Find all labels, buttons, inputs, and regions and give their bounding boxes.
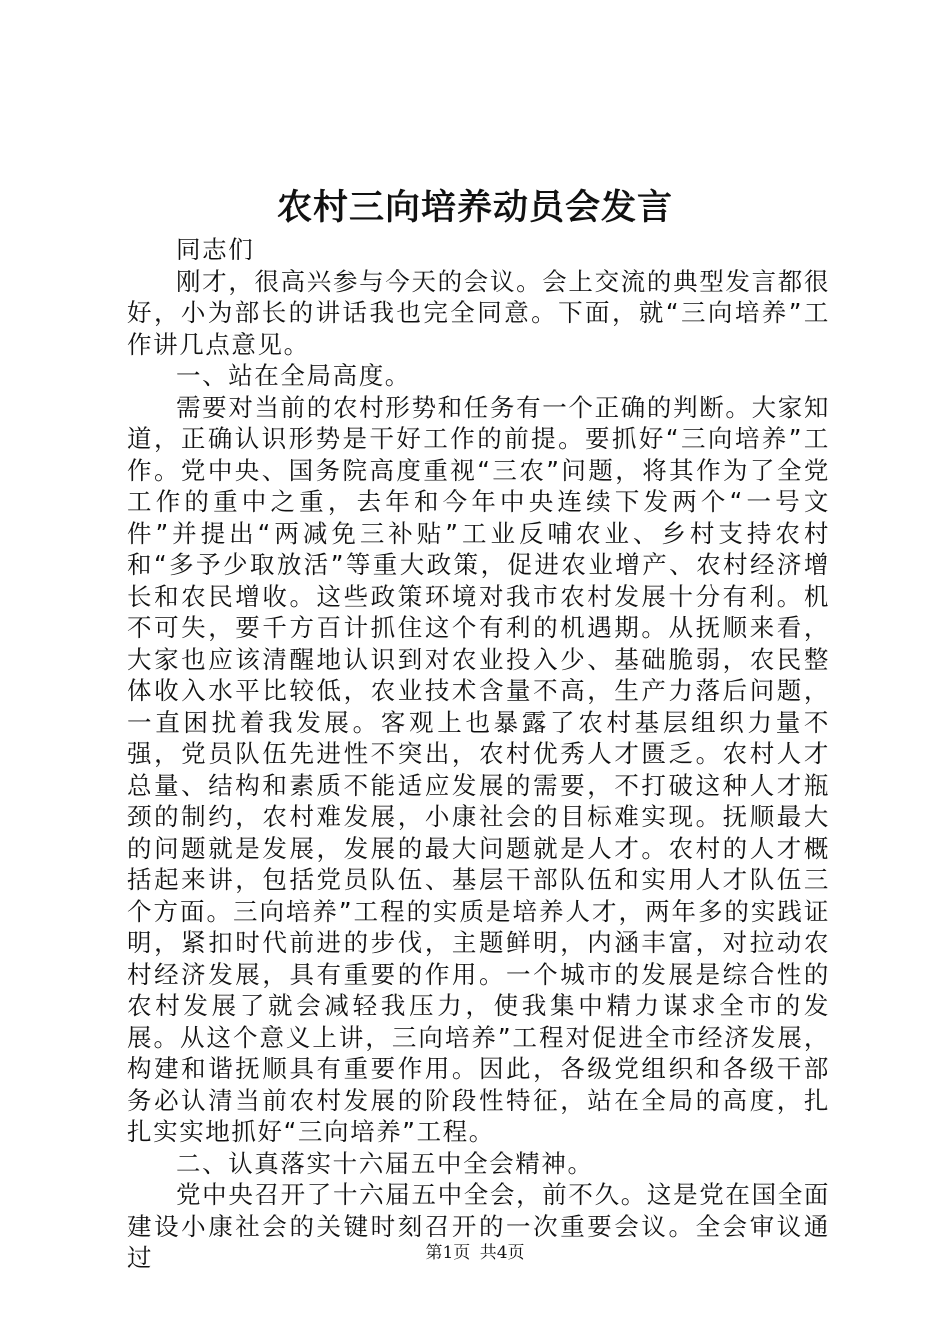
section-heading-1: 一、站在全局高度。: [176, 361, 411, 390]
document-body: [127, 234, 830, 1274]
document-title: 农村三向培养动员会发言: [276, 187, 673, 228]
section-heading-2: 二、认真落实十六届五中全会精神。: [176, 1148, 594, 1178]
page-total: 共4页: [479, 1243, 525, 1263]
salutation-paragraph: 同志们: [176, 235, 255, 264]
section-1-paragraph: 需要对当前的农村形势和任务有一个正确的判断。大家知道，正确认识形势是干好工作的前提。要抓好“三向培养”工作。党中央、国务院高度重视“三农”问题，将其作为了全党工作的重中之重，去年和今年中央连续下发两个“一号文件”并提出“两减免三补贴”工业反哺农业、乡村支持农村和“多予少取放活”等重大政策，促进农业增产、农村经济增长和农民增收。这些政策环境对我市农村发展十分有利。机不可失，要千方百计抓住这个有利的机遇期。从抚顺来看，大家也应该清醒地认识到对农业投入少、基础脆弱，农民整体收入水平比较低，农业技术含量不高，生产力落后问题，一直困扰着我发展。客观上也暴露了农村基层组织力量不强，党员队伍先进性不突出，农村优秀人才匮乏。农村人才总量、结构和素质不能适应发展的需要，不打破这种人才瓶颈的制约，农村难发展，小康社会的目标难实现。抚顺最大的问题就是发展，发展的最大问题就是人才。农村的人才概括起来讲，包括党员队伍、基层干部队伍和实用人才队伍三个方面。三向培养”工程的实质是培养人才，两年多的实践证明，紧扣时代前进的步伐，主题鲜明，内涵丰富，对拉动农村经济发展，具有重要的作用。一个城市的发展是综合性的农村发展了就会减轻我压力，使我集中精力谋求全市的发展。从这个意义上讲，三向培养”工程对促进全市经济发展，构建和谐抚顺具有重要作用。因此，各级党组织和各级干部务必认清当前农村发展的阶段性特征，站在全局的高度，扎扎实实地抓好“三向培养”工程。: [127, 392, 830, 1146]
section-2-paragraph: 党中央召开了十六届五中全会，前不久。这是党在国全面建设小康社会的关键时刻召开的一次重要会议。全会审议通过: [127, 1180, 830, 1272]
page-footer: [0, 1241, 950, 1265]
page-number: 第1页: [425, 1243, 471, 1263]
opening-paragraph: 刚才，很高兴参与今天的会议。会上交流的典型发言都很好，小为部长的讲话我也完全同意。下面，就“三向培养”工作讲几点意见。: [127, 266, 830, 359]
